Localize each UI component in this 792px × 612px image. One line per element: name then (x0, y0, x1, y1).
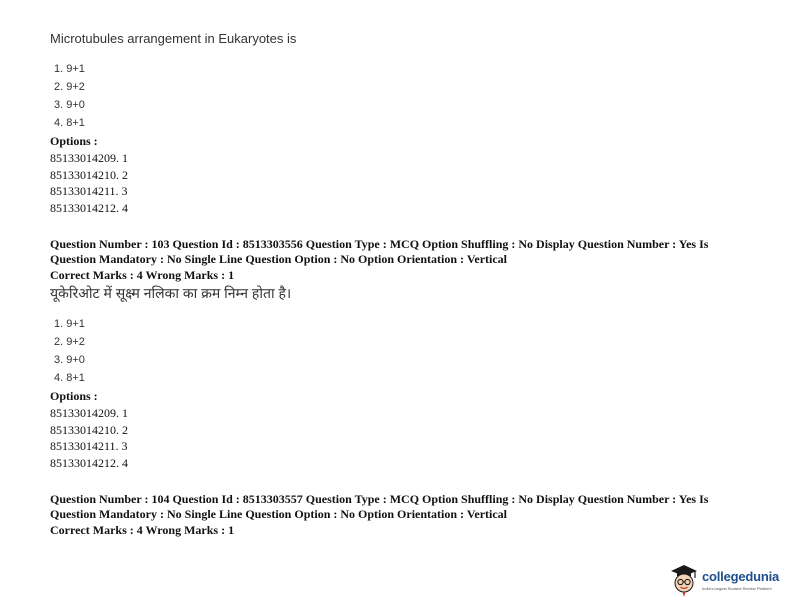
option-id-line: 85133014211. 3 (50, 439, 128, 453)
choice-item: 4. 8+1 (54, 372, 85, 384)
options-heading: Options : (50, 134, 98, 148)
option-id-line: 85133014211. 3 (50, 184, 128, 198)
choice-item: 2. 9+2 (54, 81, 85, 93)
choice-item: 2. 9+2 (54, 336, 85, 348)
choice-item: 3. 9+0 (54, 354, 85, 366)
question-meta-line: Question Number : 104 Question Id : 8513303557 Question Type : MCQ Option Shuffling : No Display Question Number : Yes Is (50, 492, 709, 506)
question-meta-line: Question Number : 103 Question Id : 8513303556 Question Type : MCQ Option Shuffling : No Display Question Number : Yes Is (50, 237, 709, 251)
choice-item: 1. 9+1 (54, 318, 85, 330)
option-id-line: 85133014209. 1 (50, 406, 128, 420)
choice-item: 1. 9+1 (54, 63, 85, 75)
graduate-mascot-icon (668, 562, 700, 598)
brand-name: collegedunia (702, 569, 780, 584)
options-heading: Options : (50, 389, 98, 403)
question-text-hindi: यूकेरिओट में सूक्ष्म नलिका का क्रम निम्न होता है। (50, 285, 292, 301)
option-id-line: 85133014210. 2 (50, 423, 128, 437)
question-meta-line: Question Mandatory : No Single Line Question Option : No Option Orientation : Vertical (50, 252, 508, 266)
option-id-line: 85133014209. 1 (50, 151, 128, 165)
option-id-line: 85133014212. 4 (50, 456, 128, 470)
marks-line: Correct Marks : 4 Wrong Marks : 1 (50, 523, 235, 537)
option-id-line: 85133014212. 4 (50, 201, 128, 215)
brand-tagline: India's largest Student Review Platform (702, 586, 772, 591)
question-meta-line: Question Mandatory : No Single Line Question Option : No Option Orientation : Vertical (50, 507, 508, 521)
collegedunia-logo (668, 562, 786, 598)
option-id-line: 85133014210. 2 (50, 168, 128, 182)
marks-line: Correct Marks : 4 Wrong Marks : 1 (50, 268, 235, 282)
choice-item: 3. 9+0 (54, 99, 85, 111)
question-text: Microtubules arrangement in Eukaryotes is (50, 31, 297, 46)
choice-item: 4. 8+1 (54, 117, 85, 129)
